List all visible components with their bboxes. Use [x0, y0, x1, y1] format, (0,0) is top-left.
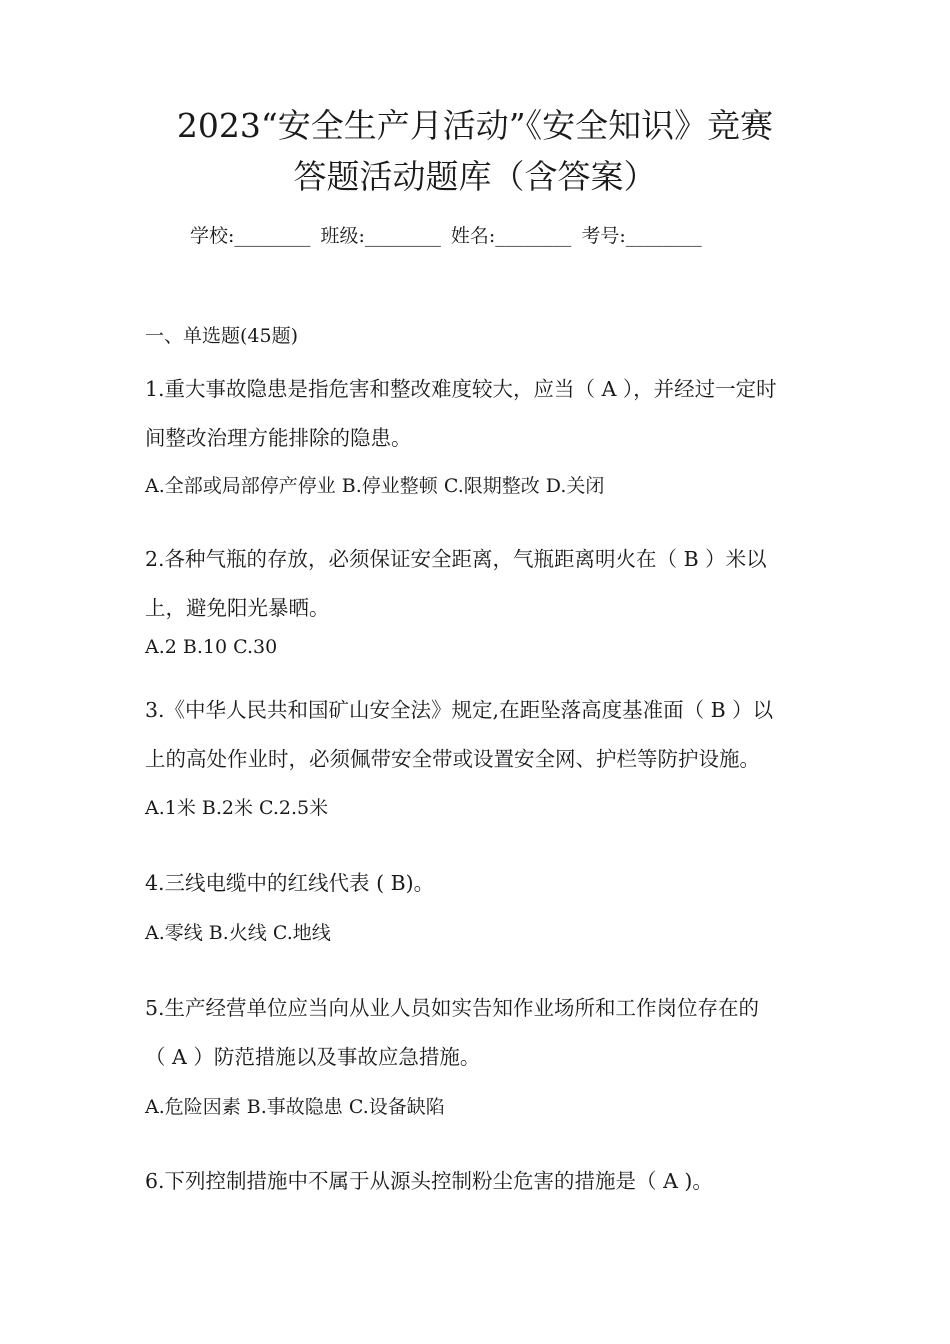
- name-field: 姓名:________: [450, 225, 572, 247]
- question-4-options: A.零线 B.火线 C.地线: [145, 922, 331, 944]
- question-2-line-2: 上，避免阳光暴晒。: [145, 596, 330, 620]
- question-1-line-1: 1.重大事故隐患是指危害和整改难度较大，应当（ A ），并经过一定时: [145, 377, 777, 401]
- document-title-line-1: 2023“安全生产月活动”《安全知识》竞赛: [176, 106, 774, 145]
- question-5-line-2: （ A ）防范措施以及事故应急措施。: [145, 1045, 481, 1069]
- document-title-line-2: 答题活动题库（含答案）: [293, 157, 657, 196]
- question-6-line-1: 6.下列控制措施中不属于从源头控制粉尘危害的措施是（ A )。: [145, 1169, 713, 1193]
- student-info-row: [190, 222, 706, 250]
- question-3-line-2: 上的高处作业时，必须佩带安全带或设置安全网、护栏等防护设施。: [145, 747, 760, 771]
- class-field: 班级:________: [320, 225, 441, 247]
- question-2-line-1: 2.各种气瓶的存放，必须保证安全距离，气瓶距离明火在（ B ）米以: [145, 547, 767, 571]
- question-1-line-2: 间整改治理方能排除的隐患。: [145, 426, 412, 450]
- question-2-options: A.2 B.10 C.30: [145, 636, 278, 658]
- question-1-options: A.全部或局部停产停业 B.停业整顿 C.限期整改 D.关闭: [145, 475, 605, 497]
- question-3-line-1: 3.《中华人民共和国矿山安全法》规定,在距坠落高度基准面（ B ）以: [145, 698, 774, 722]
- question-5-line-1: 5.生产经营单位应当向从业人员如实告知作业场所和工作岗位存在的: [145, 996, 760, 1020]
- question-4-line-1: 4.三线电缆中的红线代表 ( B)。: [145, 871, 435, 895]
- school-field: 学校:________: [190, 225, 311, 247]
- section-heading: 一、单选题(45题): [145, 325, 299, 347]
- exam-number-field: 考号:________: [581, 225, 702, 247]
- question-5-options: A.危险因素 B.事故隐患 C.设备缺陷: [145, 1096, 445, 1118]
- question-3-options: A.1米 B.2米 C.2.5米: [145, 797, 329, 819]
